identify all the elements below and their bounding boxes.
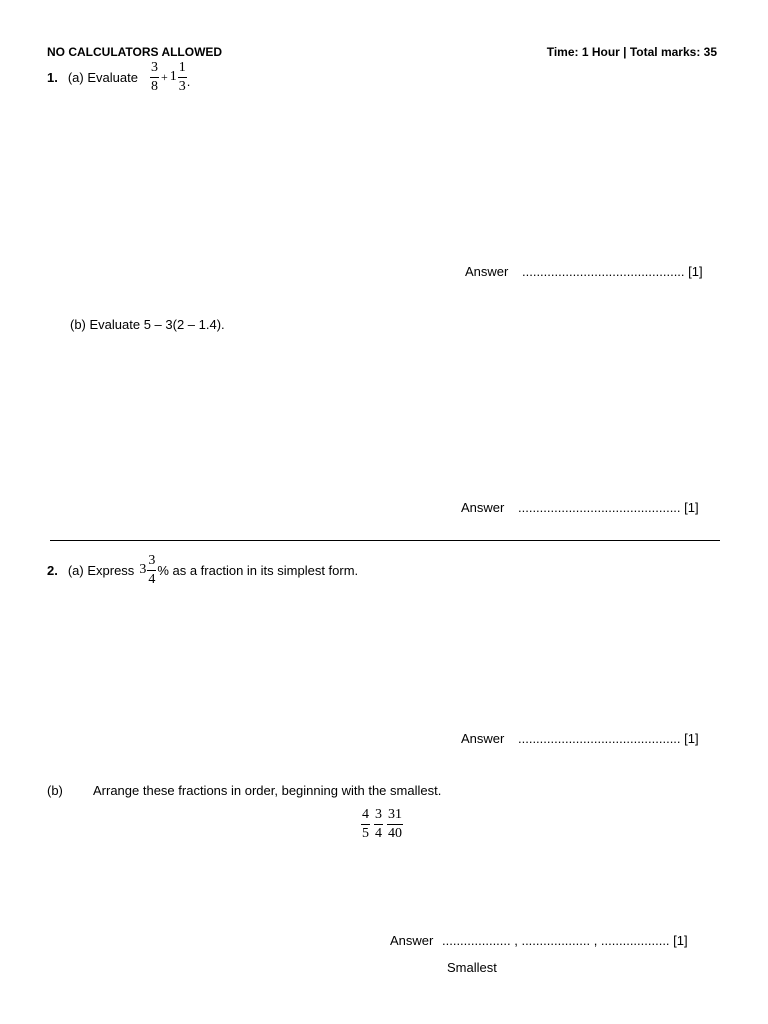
question-1a-dot: . — [186, 74, 191, 89]
fraction-item: $\frac{3}{4}$ — [375, 807, 382, 841]
answer-label-2a: Answer — [461, 731, 505, 746]
plus-sign: + — [160, 69, 168, 84]
header-right-text: Time: 1 Hour | Total marks: 35 — [546, 45, 717, 59]
question-1b-text: (b) Evaluate 5 – 3(2 – 1.4). — [70, 317, 225, 332]
answer-line-1b[interactable]: ............................................. [1] — [518, 500, 699, 515]
answer-label-1b: Answer — [461, 500, 505, 515]
fraction-item: $\frac{4}{5}$ — [362, 807, 369, 841]
question-2b-label: (b) — [47, 783, 63, 798]
fraction-item: $\frac{31}{40}$ — [388, 807, 402, 841]
smallest-label: Smallest — [447, 960, 497, 975]
fraction-3-8: $\frac{3}{8}$ — [150, 59, 158, 94]
fraction-3-4-percent: $\frac{3}{4}$ — [148, 552, 156, 587]
answer-line-2b[interactable]: ................... , ................... , ................... [1] — [442, 933, 688, 948]
answer-line-1a[interactable]: ............................................. [1] — [522, 264, 703, 279]
mixed-whole-1: 1 — [169, 69, 177, 84]
question-2b-text: Arrange these fractions in order, beginning with the smallest. — [93, 783, 442, 798]
answer-line-2a[interactable]: ............................................. [1] — [518, 731, 699, 746]
question-1a-prefix: (a) Evaluate — [67, 69, 138, 85]
mixed-whole-3: 3 — [139, 562, 147, 577]
section-divider — [50, 540, 720, 541]
fraction-1-3: $\frac{1}{3}$ — [178, 59, 186, 94]
answer-label-2b: Answer — [390, 933, 434, 948]
question-2a — [47, 553, 358, 587]
question-number-1: 1. — [47, 69, 58, 85]
fractions-list — [361, 808, 403, 841]
header-left-text: NO CALCULATORS ALLOWED — [47, 45, 223, 59]
answer-label-1a: Answer — [465, 264, 509, 279]
question-2a-suffix: % as a fraction in its simplest form. — [157, 562, 359, 578]
question-number-2: 2. — [47, 562, 58, 578]
question-1a — [47, 61, 190, 93]
question-2a-prefix: (a) Express — [67, 562, 135, 578]
